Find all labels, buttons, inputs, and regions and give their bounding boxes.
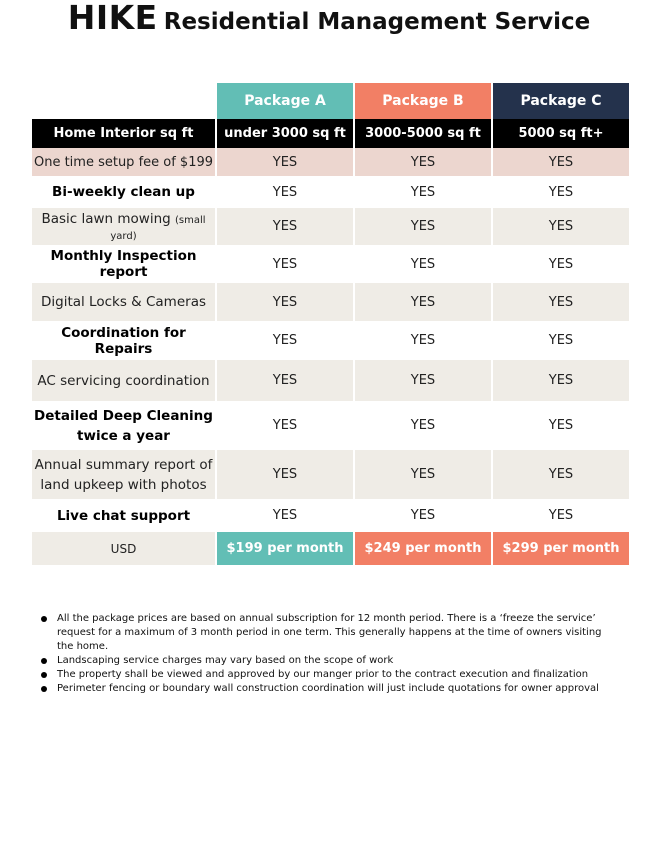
table-row (32, 360, 629, 401)
cell-c: YES (493, 245, 629, 283)
price-c: $299 per month (493, 532, 629, 565)
row-label: Live chat support (32, 499, 215, 532)
currency-label: USD (32, 532, 215, 565)
page-subtitle: Residential Management Service (163, 9, 591, 35)
cell-c: YES (493, 321, 629, 360)
row-label: Bi-weekly clean up (32, 176, 215, 208)
cell-c: YES (493, 148, 629, 176)
page-title (0, 0, 658, 43)
cell-c: YES (493, 283, 629, 321)
cell-b: YES (355, 401, 491, 450)
bullet-icon (41, 658, 47, 664)
price-row (32, 532, 629, 565)
bullet-icon (41, 672, 47, 678)
cell-a: YES (217, 401, 353, 450)
cell-a: YES (217, 245, 353, 283)
table-row (32, 148, 629, 176)
row-label (32, 401, 215, 450)
row-label-text: Basic lawn mowing (41, 210, 171, 227)
cell-a: YES (217, 176, 353, 208)
cell-a: YES (217, 499, 353, 532)
row-label-line: twice a year (77, 427, 170, 444)
row-label: One time setup fee of $199 (32, 148, 215, 176)
package-b-header: Package B (355, 83, 491, 119)
table-row (32, 499, 629, 532)
cell-c: YES (493, 499, 629, 532)
bullet-icon (41, 616, 47, 622)
table-row (32, 450, 629, 499)
cell-a: YES (217, 360, 353, 401)
blank-cell (32, 83, 215, 119)
package-c-header: Package C (493, 83, 629, 119)
note-text: The property shall be viewed and approved by our manger prior to the contract execution and finalization (57, 669, 589, 680)
row-label-line: Annual summary report of (34, 456, 213, 473)
cell-a: YES (217, 148, 353, 176)
cell-c: YES (493, 401, 629, 450)
row-label: Monthly Inspection report (32, 245, 215, 283)
package-a-header: Package A (217, 83, 353, 119)
table-row (32, 208, 629, 245)
sqft-b: 3000-5000 sq ft (355, 119, 491, 148)
row-label-note: (small yard) (110, 214, 206, 242)
row-label: AC servicing coordination (32, 360, 215, 401)
cell-c: YES (493, 208, 629, 245)
note-text: Landscaping service charges may vary based on the scope of work (57, 655, 394, 666)
package-header-row (32, 83, 629, 119)
cell-b: YES (355, 176, 491, 208)
note-text: Perimeter fencing or boundary wall construction coordination will just include quotations for owner approval (57, 683, 599, 694)
row-label-line: Detailed Deep Cleaning (34, 407, 213, 424)
cell-c: YES (493, 360, 629, 401)
price-a: $199 per month (217, 532, 353, 565)
table-row (32, 176, 629, 208)
cell-b: YES (355, 450, 491, 499)
table-row (32, 283, 629, 321)
cell-b: YES (355, 321, 491, 360)
pricing-table (30, 83, 631, 565)
cell-b: YES (355, 245, 491, 283)
row-label: Coordination for Repairs (32, 321, 215, 360)
note-text: All the package prices are based on annual subscription for 12 month period. There is a ‘freeze the service’ request for a maximum of 3 month period in one term. This generally happens at the time of owners visiting the home. (57, 613, 602, 652)
sqft-header-row (32, 119, 629, 148)
notes-list (40, 612, 620, 696)
table-row (32, 401, 629, 450)
cell-b: YES (355, 208, 491, 245)
list-item (40, 668, 620, 682)
sqft-c: 5000 sq ft+ (493, 119, 629, 148)
table-row (32, 245, 629, 283)
list-item (40, 654, 620, 668)
row-label-line: land upkeep with photos (40, 476, 207, 493)
sqft-label: Home Interior sq ft (32, 119, 215, 148)
row-label (32, 208, 215, 245)
cell-b: YES (355, 360, 491, 401)
cell-b: YES (355, 148, 491, 176)
list-item (40, 612, 620, 654)
cell-a: YES (217, 450, 353, 499)
row-label: Digital Locks & Cameras (32, 283, 215, 321)
table-row (32, 321, 629, 360)
cell-c: YES (493, 176, 629, 208)
bullet-icon (41, 686, 47, 692)
row-label (32, 450, 215, 499)
list-item (40, 682, 620, 696)
brand-name: HIKE (67, 0, 158, 37)
cell-b: YES (355, 499, 491, 532)
cell-a: YES (217, 283, 353, 321)
cell-b: YES (355, 283, 491, 321)
cell-a: YES (217, 208, 353, 245)
cell-a: YES (217, 321, 353, 360)
cell-c: YES (493, 450, 629, 499)
sqft-a: under 3000 sq ft (217, 119, 353, 148)
price-b: $249 per month (355, 532, 491, 565)
